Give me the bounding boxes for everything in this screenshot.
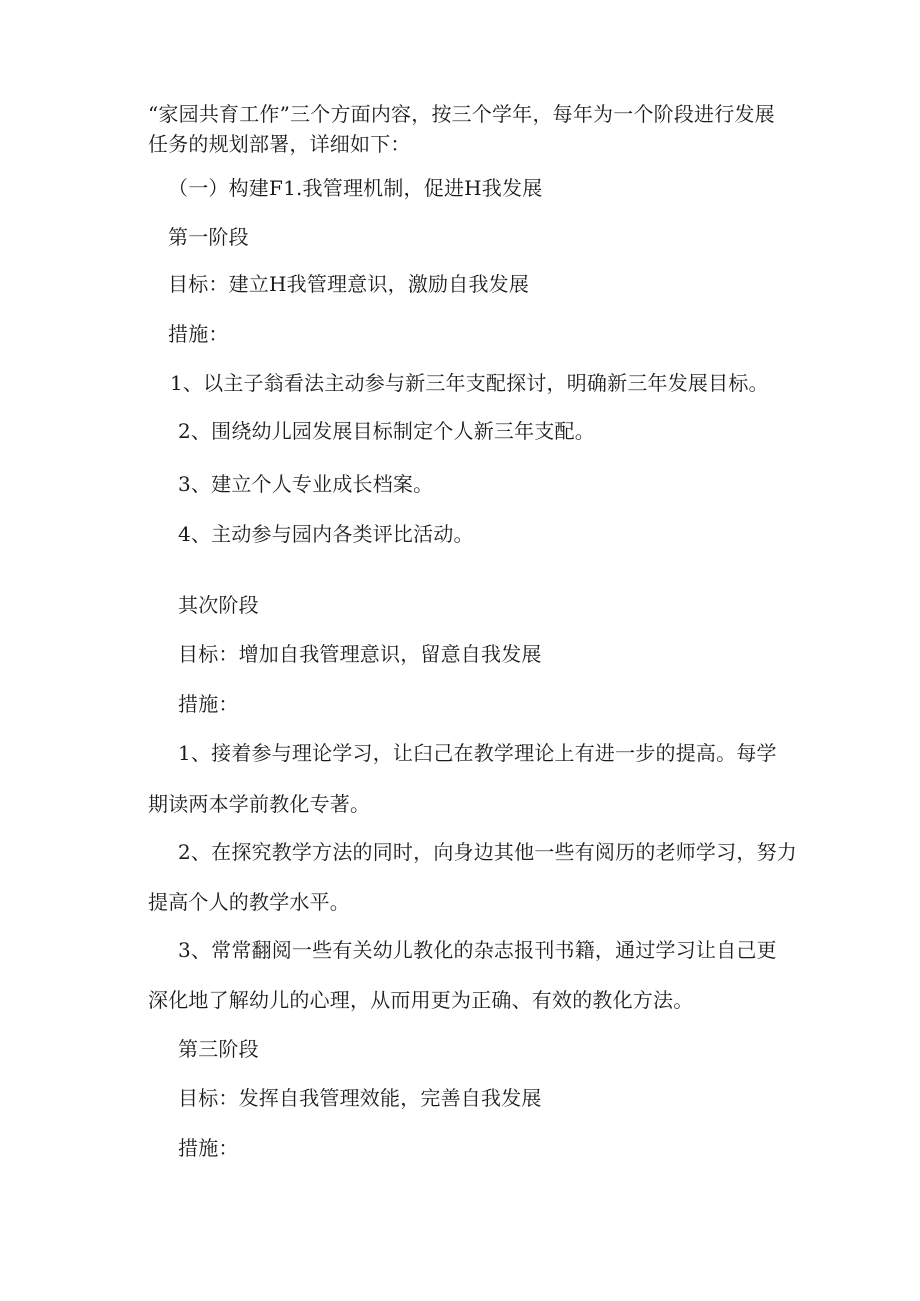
stage1-title: 第一阶段 — [168, 225, 249, 249]
intro-line-1: “家园共育工作”三个方面内容，按三个学年，每年为一个阶段进行发展 — [148, 102, 775, 126]
intro-line-2: 任务的规划部署，详细如下： — [148, 132, 411, 156]
stage2-measures-label: 措施： — [178, 692, 239, 716]
stage2-item-3-line-2: 深化地了解幼儿的心理，从而用更为正确、有效的教化方法。 — [148, 988, 694, 1012]
stage3-goal: 目标：发挥自我管理效能，完善自我发展 — [178, 1086, 542, 1110]
stage3-measures-label: 措施： — [178, 1136, 239, 1160]
stage2-item-1-line-2: 期读两本学前教化专著。 — [148, 792, 371, 816]
stage1-item-2: 2、围绕幼儿园发展目标制定个人新三年支配。 — [178, 419, 595, 443]
stage2-item-2-line-2: 提高个人的教学水平。 — [148, 890, 350, 914]
stage2-item-2-line-1: 2、在探究教学方法的同时，向身边其他一些有阅历的老师学习，努力 — [178, 840, 797, 864]
stage2-goal: 目标：增加自我管理意识，留意自我发展 — [178, 642, 542, 666]
stage1-item-4: 4、主动参与园内各类评比活动。 — [178, 522, 474, 546]
stage3-title: 第三阶段 — [178, 1037, 259, 1061]
stage1-measures-label: 措施： — [168, 322, 229, 346]
section-heading: （一）构建F1.我管理机制，促进H我发展 — [168, 176, 543, 200]
stage2-item-1-line-1: 1、接着参与理论学习，让臼己在教学理论上有进一步的提高。每学 — [178, 741, 777, 765]
stage1-item-3: 3、建立个人专业成长档案。 — [178, 472, 434, 496]
stage1-goal: 目标：建立H我管理意识，激励自我发展 — [168, 272, 530, 296]
stage2-title: 其次阶段 — [178, 593, 259, 617]
stage1-item-1: 1、以主子翁看法主动参与新三年支配探讨，明确新三年发展目标。 — [170, 371, 769, 395]
stage2-item-3-line-1: 3、常常翻阅一些有关幼儿教化的杂志报刊书籍，通过学习让自己更 — [178, 938, 777, 962]
